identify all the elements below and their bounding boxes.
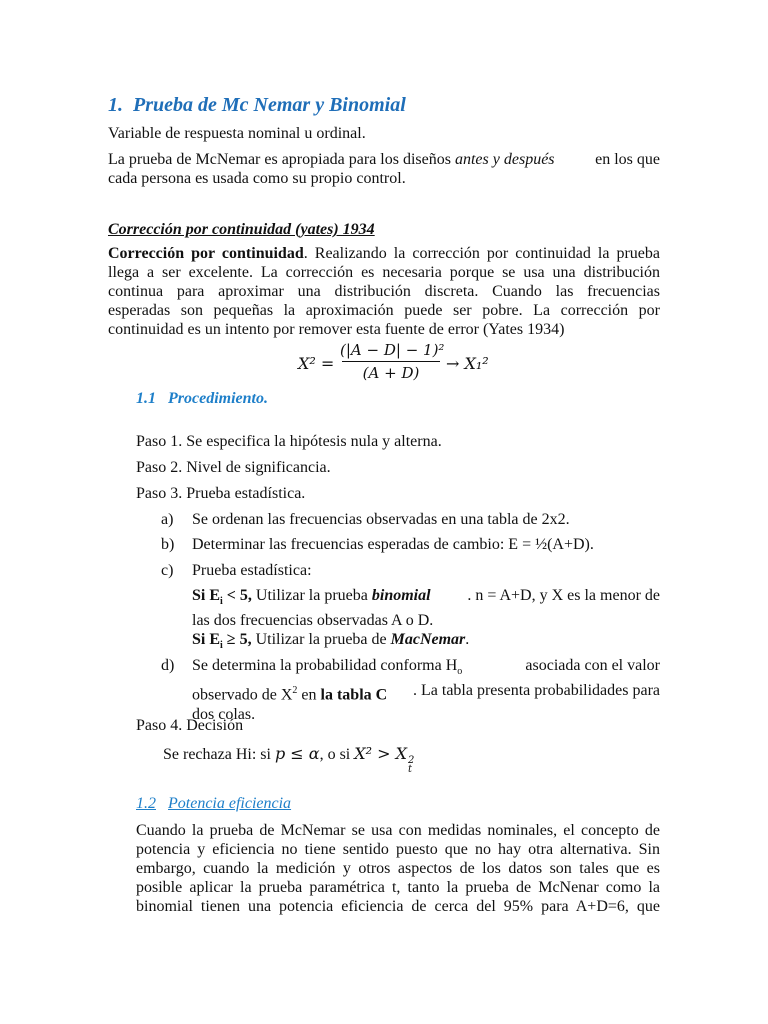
efficiency-line-4: posible aplicar la prueba paramétrica t, tanto la prueba de McNenar como la [136, 879, 660, 896]
correction-line-3: continua para aproximar una distribución discreta. Cuando las frecuencias [108, 283, 660, 300]
rule1-line-2: las dos frecuencias observadas A o D. [192, 612, 434, 630]
correction-bold-lead: Corrección por continuidad [108, 245, 304, 262]
d-line2-a: observado de X [192, 686, 293, 704]
efficiency-line-2: potencia y eficiencia no tiene sentido puesto que no hay otra alternativa. Sin [136, 841, 660, 858]
decision-rule [163, 744, 414, 774]
rule-binomial [192, 586, 660, 630]
step-3: Paso 3. Prueba estadística. [136, 485, 306, 502]
para-text: La prueba de McNemar es apropiada para los diseños [108, 151, 455, 168]
item-b-label: b) [161, 536, 175, 553]
rule2-bold-a: Si E [192, 631, 221, 648]
decision-text-a: Se rechaza Hi: si [163, 746, 275, 763]
decision-math-1: p ≤ α [274, 744, 320, 763]
para-line-2: cada persona es usada como su propio control. [108, 170, 406, 187]
rule1-sub: i [220, 596, 223, 608]
efficiency-title: Potencia eficiencia [168, 795, 292, 812]
d-line2-b: en [297, 686, 321, 704]
d-line2-c: . La tabla presenta probabilidades para [413, 682, 660, 700]
yates-formula [298, 340, 498, 384]
d-line1-a: Se determina la probabilidad conforma H [192, 657, 458, 674]
decision-text-b: , o si [319, 746, 355, 763]
formula-rhs: → X₁² [446, 354, 489, 373]
correction-line-4: esperadas son pequeñas la aproximación puede ser pobre. La corrección por [108, 302, 660, 319]
section-title: Prueba de Mc Nemar y Binomial [133, 94, 406, 116]
rule1-rest: . n = A+D, y X es la menor de [467, 587, 660, 604]
item-a-label: a) [161, 511, 174, 528]
formula-fraction [340, 340, 445, 383]
formula-denominator: (A + D) [362, 364, 420, 382]
item-d-text [192, 656, 660, 724]
rule1-bold-a: Si E [192, 587, 221, 604]
mcnemar-paragraph [108, 150, 660, 188]
step-4: Paso 4. Decisión [136, 717, 244, 734]
item-c-text: Prueba estadística: [192, 562, 312, 579]
efficiency-paragraph [136, 821, 660, 916]
d-line1-b: asociada con el valor [525, 657, 660, 674]
fraction-bar [342, 361, 440, 362]
decision-math-2 [354, 744, 415, 775]
rule2-rest: . [465, 631, 470, 648]
procedure-title: Procedimiento. [168, 390, 268, 407]
correction-line-2: llega a ser excelente. La corrección es necesaria porque se usa una distribución [108, 264, 660, 281]
correction-heading: Corrección por continuidad (yates) 1934 [108, 221, 375, 238]
rule2-test: MacNemar [390, 631, 466, 648]
intro-line: Variable de respuesta nominal u ordinal. [108, 125, 366, 142]
procedure-number: 1.1 [136, 390, 156, 407]
step-1: Paso 1. Se especifica la hipótesis nula y alterna. [136, 433, 442, 450]
procedure-heading [136, 390, 268, 408]
d-line2-bold: la tabla C [320, 686, 388, 704]
rule1-mid: Utilizar la prueba [251, 587, 372, 604]
formula-numerator: (|A − D| − 1)² [340, 341, 445, 359]
item-a-text: Se ordenan las frecuencias observadas en una tabla de 2x2. [192, 511, 570, 528]
d-line3: dos colas. [192, 705, 256, 723]
d-line2-sup: 2 [292, 685, 298, 697]
rule1-test: binomial [371, 587, 431, 604]
rule2-sub: i [220, 640, 223, 652]
rule2-mid: Utilizar la prueba de [251, 631, 391, 648]
decision-math-2-sup: 2 [408, 755, 415, 766]
step-2: Paso 2. Nivel de significancia. [136, 459, 331, 476]
efficiency-number: 1.2 [136, 795, 156, 812]
item-d-label: d) [161, 657, 175, 674]
item-c-label: c) [161, 562, 174, 579]
decision-math-2-base: X² > X [354, 744, 408, 763]
efficiency-line-1: Cuando la prueba de McNemar se usa con medidas nominales, el concepto de [136, 822, 660, 839]
d-line1-sub: o [457, 666, 463, 678]
para-text-tail: en los que [595, 151, 660, 168]
correction-paragraph [108, 244, 660, 339]
efficiency-line-5: binomial tienen una potencia eficiencia de cerca del 95% para A+D=6, que [136, 898, 660, 915]
section-heading [108, 94, 406, 117]
rule2-bold-b: ≥ 5, [222, 631, 252, 648]
correction-line-1: . Realizando la corrección por continuidad la prueba [303, 245, 661, 262]
rule1-bold-b: < 5, [222, 587, 252, 604]
formula-lhs: X² = [298, 354, 335, 373]
efficiency-heading [136, 795, 291, 813]
rule-macnemar [192, 630, 469, 655]
para-emphasis: antes y después [454, 151, 555, 168]
efficiency-line-3: embargo, cuando la medición y otros aspectos de los datos son tales que es [136, 860, 660, 877]
section-number: 1. [108, 94, 123, 116]
item-b-text: Determinar las frecuencias esperadas de cambio: E = ½(A+D). [192, 536, 594, 553]
correction-line-5: continuidad es un intento por remover esta fuente de error (Yates 1934) [108, 321, 565, 338]
decision-math-2-sub: t [408, 764, 413, 775]
